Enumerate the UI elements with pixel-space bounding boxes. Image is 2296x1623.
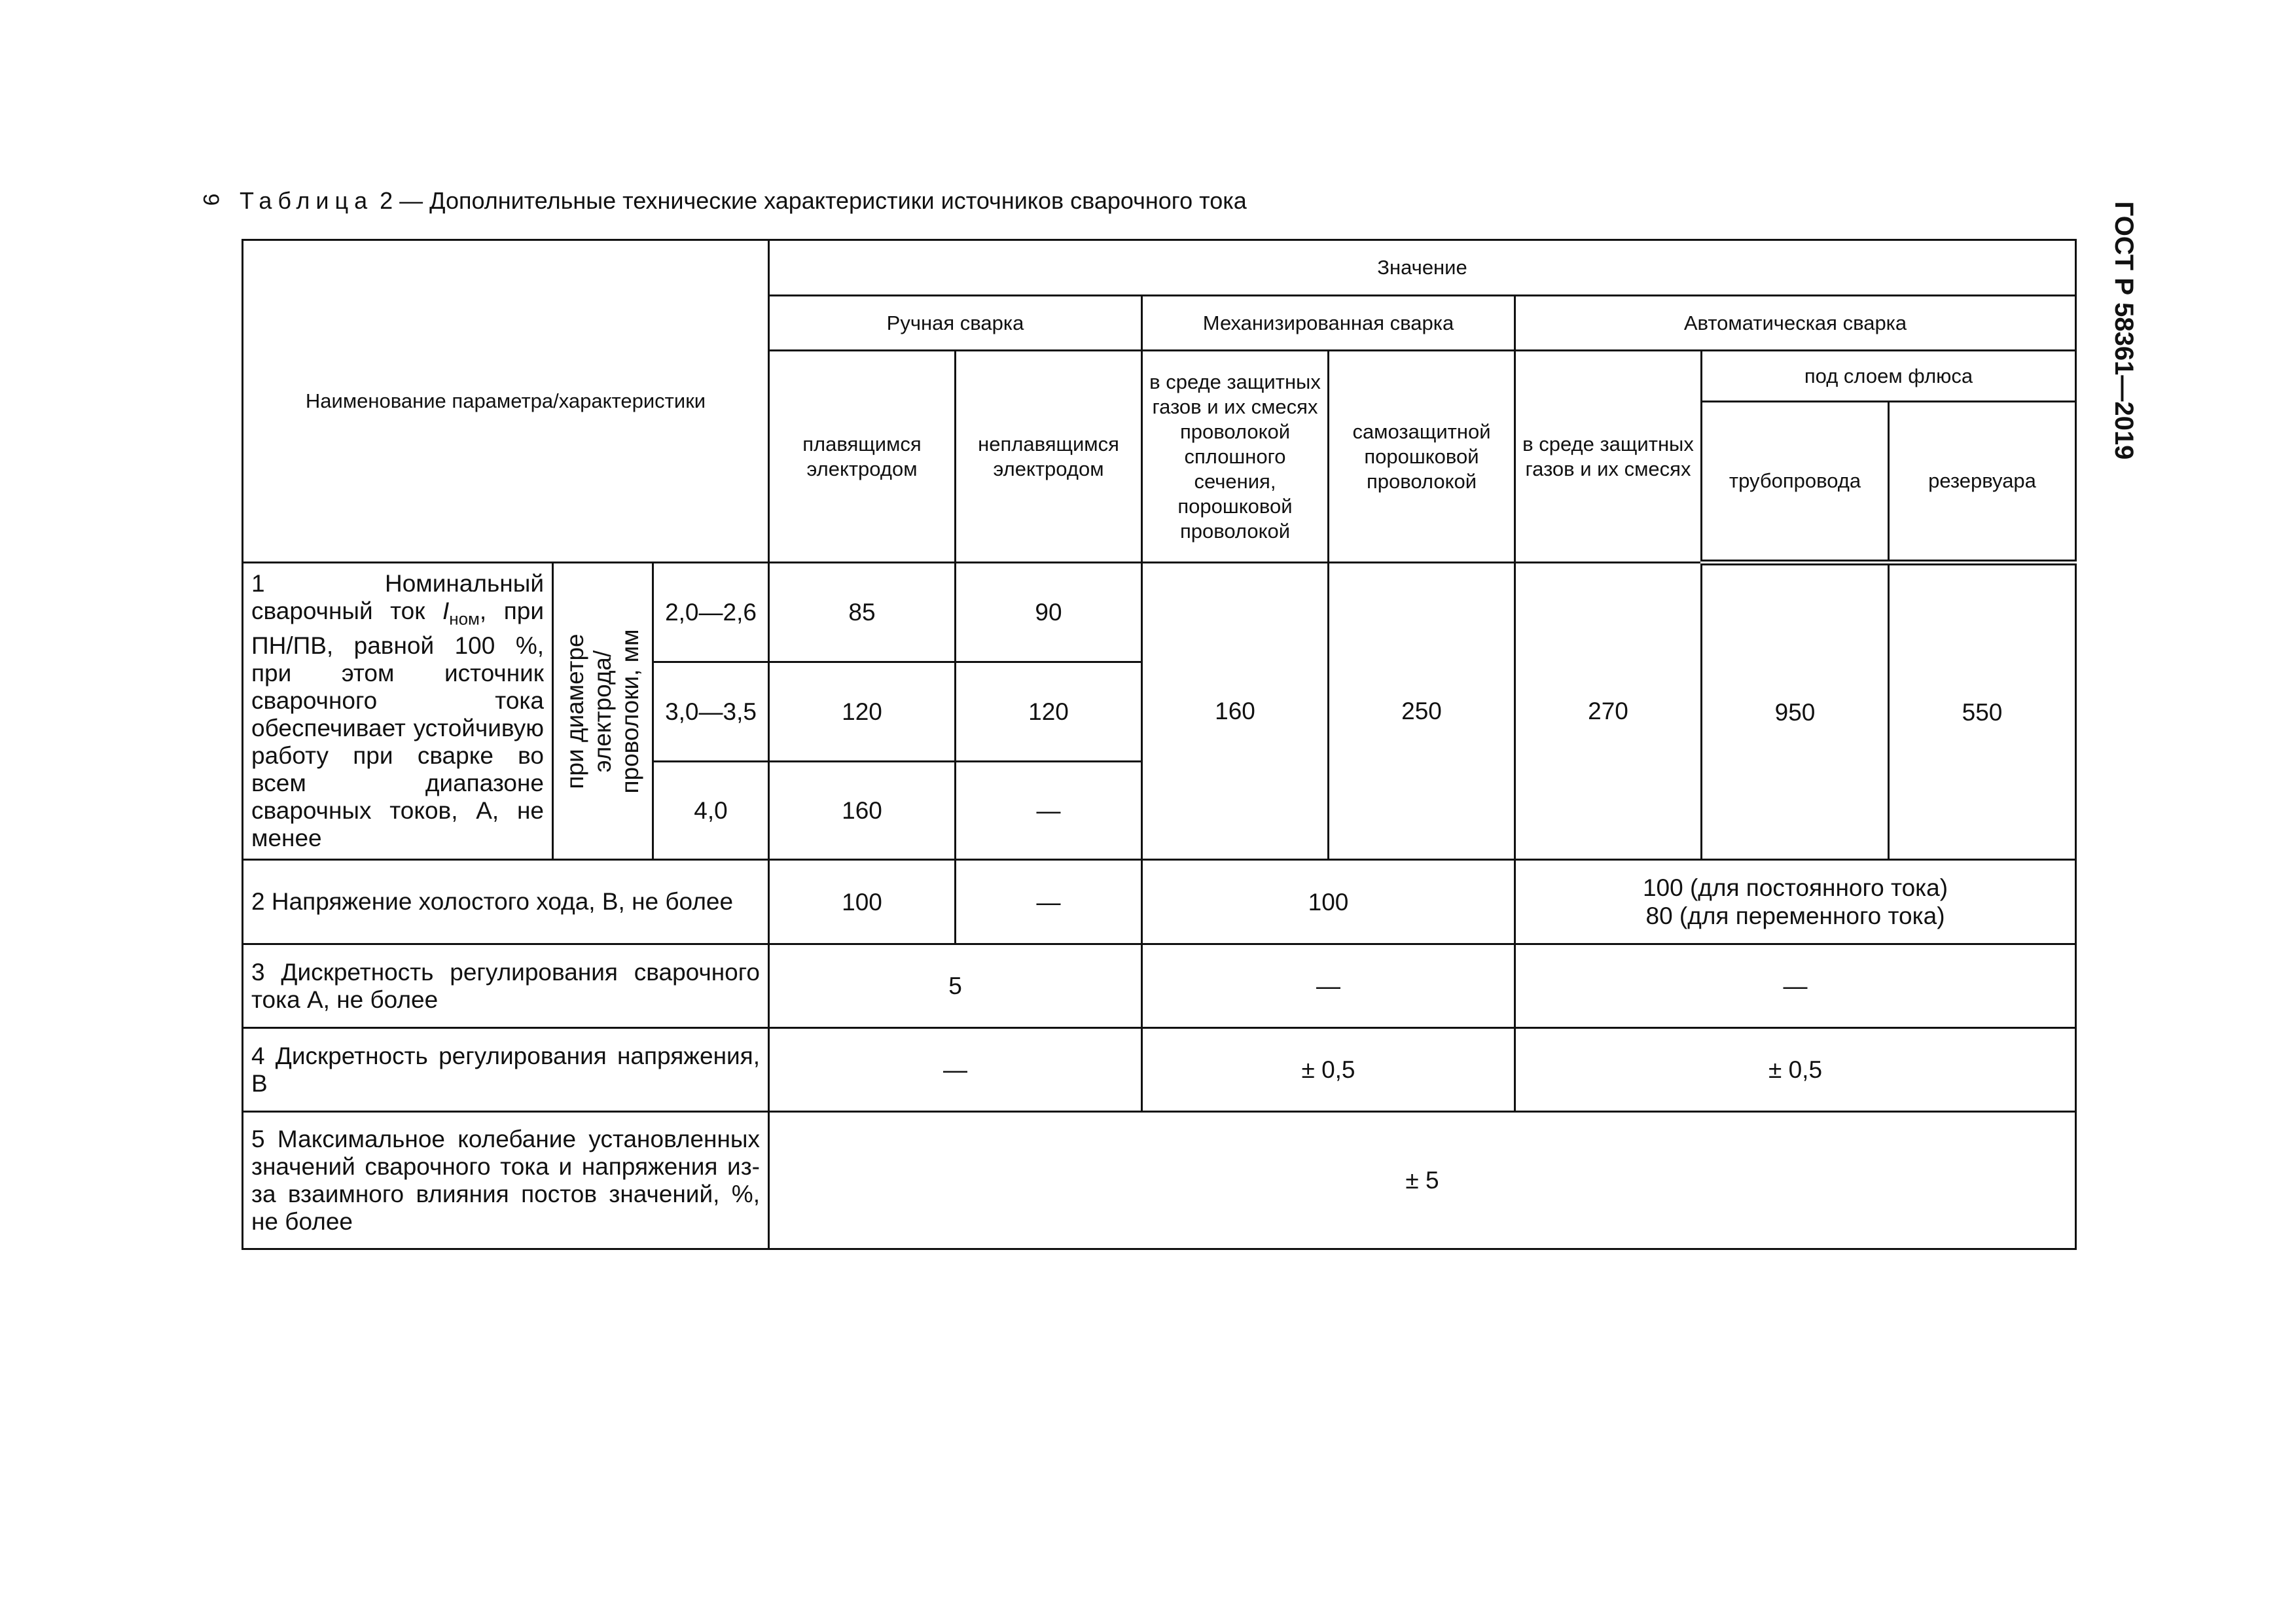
- header-nonconsumable-electrode: неплавящимся электродом: [956, 351, 1142, 563]
- row4-mechanized-value: ± 0,5: [1142, 1028, 1515, 1112]
- header-selfshielded-wire: самозащитной порошковой проволокой: [1329, 351, 1515, 563]
- header-manual-welding: Ручная сварка: [769, 296, 1142, 351]
- header-pipeline: трубопровода: [1702, 402, 1889, 563]
- row3-param: 3 Дискретность регулирования сварочного тока А, не более: [243, 944, 769, 1028]
- row2-automatic-value: [1515, 860, 2076, 944]
- table-row: [243, 860, 2076, 944]
- row2-param: 2 Напряжение холостого хода, В, не более: [243, 860, 769, 944]
- row1-mech-selfshielded-value: 250: [1329, 563, 1515, 860]
- row1-diameter-range: 2,0—2,6: [653, 563, 769, 662]
- header-row-1: [243, 240, 2076, 296]
- row5-param: 5 Максимальное колебание установленных значений сварочного тока и напряжения из-за взаимного влияния постов значений, %, не более: [243, 1112, 769, 1249]
- header-automatic-welding: Автоматическая сварка: [1515, 296, 2076, 351]
- row1-diameter-range: 4,0: [653, 761, 769, 860]
- row1-auto-gas-value: 270: [1515, 563, 1702, 860]
- row3-manual-value: 5: [769, 944, 1142, 1028]
- row1-nonconsumable-value: 90: [956, 563, 1142, 662]
- caption-text: 2 — Дополнительные технические характеристики источников сварочного тока: [373, 187, 1247, 214]
- table-caption: [240, 187, 1247, 215]
- row1-mech-gas-value: 160: [1142, 563, 1329, 860]
- row1-auto-tank-value: 550: [1889, 563, 2076, 860]
- row1-consumable-value: 120: [769, 662, 956, 761]
- header-shielding-gas-wire: в среде защитных газов и их смесях проволокой сплошного сечения, порошковой проволокой: [1142, 351, 1329, 563]
- row3-automatic-value: —: [1515, 944, 2076, 1028]
- row1-diameter-label-cell: [553, 563, 653, 860]
- row1-param-part1: 1 Номинальный сварочный ток: [251, 570, 544, 624]
- row1-auto-pipeline-value: 950: [1702, 563, 1889, 860]
- caption-label: Таблица: [240, 187, 374, 214]
- row2-automatic-line2: 80 (для переменного тока): [1645, 902, 1945, 930]
- header-consumable-electrode: плавящимся электродом: [769, 351, 956, 563]
- header-tank: резервуара: [1889, 402, 2076, 563]
- row1-param-symbol: I: [442, 597, 450, 624]
- row2-consumable-value: 100: [769, 860, 956, 944]
- row1-nonconsumable-value: —: [956, 761, 1142, 860]
- row1-consumable-value: 85: [769, 563, 956, 662]
- header-param-name: Наименование параметра/характеристики: [243, 240, 769, 563]
- row2-nonconsumable-value: —: [956, 860, 1142, 944]
- row1-diameter-range: 3,0—3,5: [653, 662, 769, 761]
- row1-param-subscript: ном: [449, 609, 480, 629]
- row1-param: [243, 563, 553, 860]
- row4-automatic-value: ± 0,5: [1515, 1028, 2076, 1112]
- row1-param-part2: , при ПН/ПВ, равной 100 %, при этом источник сварочного тока обеспечивает устойчивую работу при сварке во всем диапазоне сварочных токов, А, не менее: [251, 597, 544, 852]
- table-row: [243, 1112, 2076, 1249]
- table-row: [243, 944, 2076, 1028]
- header-mechanized-welding: Механизированная сварка: [1142, 296, 1515, 351]
- row5-value: ± 5: [769, 1112, 2076, 1249]
- row4-manual-value: —: [769, 1028, 1142, 1112]
- page-number: 9: [198, 193, 223, 206]
- row1-nonconsumable-value: 120: [956, 662, 1142, 761]
- header-under-flux: под слоем флюса: [1702, 351, 2076, 402]
- row1-diameter-label: при диаметре электрода/проволоки, мм: [562, 629, 643, 794]
- row2-automatic-line1: 100 (для постоянного тока): [1642, 874, 1948, 902]
- document-code: ГОСТ Р 58361—2019: [2109, 201, 2138, 460]
- specs-table: [242, 239, 2077, 1250]
- row4-param: 4 Дискретность регулирования напряжения, В: [243, 1028, 769, 1112]
- table-row: [243, 1028, 2076, 1112]
- row1-consumable-value: 160: [769, 761, 956, 860]
- header-value: Значение: [769, 240, 2076, 296]
- row2-mechanized-value: 100: [1142, 860, 1515, 944]
- row3-mechanized-value: —: [1142, 944, 1515, 1028]
- header-shielding-gas: в среде защитных газов и их смесях: [1515, 351, 1702, 563]
- table-row: [243, 563, 2076, 662]
